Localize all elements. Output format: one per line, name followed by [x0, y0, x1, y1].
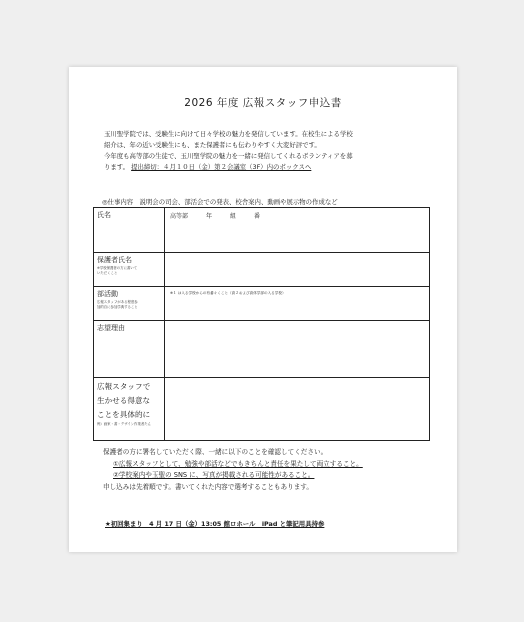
intro-line-4a: ります。 — [104, 163, 130, 171]
intro-line-3: 今年度も高等部の生徒で、玉川聖学院の魅力を一緒に発信してくれるボランティアを募 — [104, 152, 353, 160]
notes-line-1: 保護者の方に署名していただく際、一緒に以下のことを確認してください。 — [103, 448, 328, 456]
notes-line-2: ①広報スタッフとして、勉強や部活などでもきちんと責任を果たして両立すること。 — [113, 459, 363, 468]
skill-label-1: 広報スタッフで — [97, 382, 151, 391]
name-label: 氏名 — [97, 211, 111, 219]
skill-note: 例）画家・書・デザイン作業者たん — [97, 422, 152, 426]
skill-label-3: ことを具体的に — [97, 410, 151, 419]
club-note-2: 加的自に参加学典すること — [97, 305, 138, 309]
notes — [103, 447, 363, 493]
guardian-note-1: ※学校保護者の方に書いて — [97, 266, 138, 270]
notes-line-4: 申し込みは先着順です。書いてくれた内容で選考することもあります。 — [103, 482, 313, 491]
row-guardian — [94, 252, 429, 287]
name-value: 高等部 年 組 番 — [170, 213, 261, 220]
club-label: 部活動 — [97, 290, 118, 298]
notes-line-3: ②学校案内や玉聖の SNS に、写真が掲載される可能性があること。 — [113, 471, 315, 479]
row-club — [94, 286, 429, 321]
club-value: ※１ は入る学校からの有番々くこと（高２および高体学部の入る学校） — [170, 291, 286, 295]
intro-line-2: 紹介は、年の近い受験生にも、また保護者にも伝わりやすく大変好評です。 — [104, 141, 321, 149]
row-motive — [94, 320, 429, 378]
intro-line-1: 玉川聖学院では、受験生に向けて日々学校の魅力を発信しています。在校生による学校 — [104, 130, 353, 138]
skill-label-2: 生かせる得意な — [97, 396, 151, 405]
guardian-note-2: いただくこと — [97, 271, 118, 275]
guardian-label: 保護者氏名 — [97, 256, 132, 264]
row-skill — [94, 377, 429, 441]
submission-deadline: 提出締切：４月１０日（金）第２会議室（3F）内のボックスへ — [131, 163, 312, 171]
application-form-paper — [69, 67, 457, 552]
motive-label: 志望理由 — [97, 324, 125, 332]
club-note-1: 広報スタッフがある程度参 — [97, 300, 138, 304]
first-meeting-notice: ★初回集まり 4 月 17 日（金）13:05 館ロホール iPad と筆記用具持参 — [105, 520, 325, 528]
duties-text: ◎仕事内容 説明会の司会、部活会での発表、校舎案内、動画や展示物の作成など — [102, 198, 338, 206]
application-table — [93, 207, 430, 441]
form-title: 2026 年度 広報スタッフ申込書 — [184, 97, 342, 109]
intro-text — [104, 129, 434, 173]
intro-line-4 — [104, 162, 434, 173]
row-name — [94, 208, 429, 252]
